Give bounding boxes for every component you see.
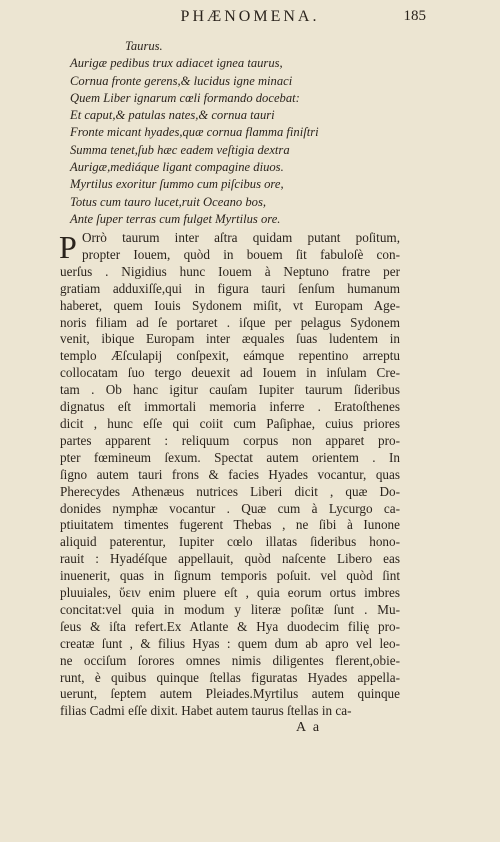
prose-line: haberet, quem Iouis Sydonem miſit, vt Europam Age-	[60, 297, 400, 313]
prose-line: uerſus . Nigidius hunc Iouem à Neptuno fratre per	[60, 263, 400, 279]
prose-line: aliquid paterentur, Iupiter cœlo illatas ſideribus hono-	[60, 534, 400, 550]
prose-line: Orrò taurum inter aſtra quidam putant poſitum,	[82, 230, 400, 245]
prose-line: rauit : Hyadéſque appellauit, quòd naſcente Libero eas	[60, 551, 400, 567]
prose-line: ſigno autem tauri frons & facies Hyades vocantur, quas	[60, 466, 400, 482]
prose-line: concitat:vel quia in modum y literæ poſitæ ſunt . Mu-	[60, 601, 400, 617]
prose-line: noris filiam ad ſe portaret . iſque per pelagus Sydonem	[60, 314, 400, 330]
poem-line: Cornua fronte gerens,& lucidus igne minaci	[70, 73, 293, 88]
prose-line: dicit , hunc eſſe qui coiit cum Paſiphae, cuius priores	[60, 415, 400, 431]
poem-line: Totus cum tauro lucet,ruit Oceano bos,	[70, 194, 267, 209]
prose-line: tam . Ob hanc igitur cauſam Iupiter taurum ſideribus	[60, 382, 400, 398]
poem-line: Ante ſuper terras cum fulget Myrtilus ore.	[70, 211, 281, 226]
prose-line: runt, è quibus quinque ſtellas figuratas Hyades appella-	[60, 669, 400, 685]
prose-line: creatæ ſunt , & filius Hyas : quem dum ab apro vel leo-	[60, 635, 400, 651]
poem-block	[70, 38, 400, 228]
page-number: 185	[403, 8, 426, 24]
prose-line: venit, ibique Europam inter æquales ſuas ludentem in	[60, 331, 400, 347]
prose-block	[60, 230, 400, 720]
prose-line: ptiuitatem timentes fugerent Thebas , ne ſibi à Iunone	[60, 517, 400, 533]
prose-line: ſeus & iſta refert.Ex Atlante & Hya duodecim filię pro-	[60, 618, 400, 634]
prose-line: partes apparent : reliquum corpus non apparet pro-	[60, 432, 400, 448]
poem-line: Summa tenet,ſub hæc eadem veſtigia dextra	[70, 142, 290, 157]
prose-line: dignatus eſt immortali memoria inferre . Eratoſthenes	[60, 399, 400, 415]
poem-line: Quem Liber ignarum cœli formando docebat:	[70, 90, 300, 105]
prose-line: pluuiales, ὕειν enim pluere eſt , quia eorum ortus imbres	[60, 585, 400, 601]
prose-line: Pherecydes Athenæus nutrices Liberi dicit , quæ Do-	[60, 483, 400, 499]
prose-line: propter Iouem, quòd in bouem ſit fabuloſè con-	[82, 246, 400, 262]
prose-line: filias Cadmi eſſe dixit. Habet autem taurus ſtellas in ca-	[60, 703, 352, 719]
poem-line: Aurigæ pedibus trux adiacet ignea taurus,	[70, 56, 283, 71]
prose-line: ne occiſum ſorores omnes nimis diligentes flerent,obie-	[60, 652, 400, 668]
prose-line: uerunt, ſeptem autem Pleiades.Myrtilus autem quinque	[60, 686, 400, 702]
prose-line: pter fœmineum ſexum. Spectat autem orientem . In	[60, 449, 400, 465]
running-head	[0, 4, 500, 30]
catchword: A a	[296, 720, 322, 735]
poem-line: Et caput,& patulas nates,& cornua tauri	[70, 108, 275, 123]
poem-line: Myrtilus exoritur ſummo cum piſcibus ore,	[70, 177, 284, 192]
poem-title: Taurus.	[125, 39, 163, 53]
poem-line: Fronte micant hyades,quæ cornua flamma finiſtri	[70, 125, 319, 140]
drop-cap: P	[59, 229, 77, 265]
prose-lines	[60, 230, 400, 720]
prose-line: inuenerit, quas in ſignum temporis poſuit. vel quòd ſint	[60, 568, 400, 584]
prose-line: collocatam ſuo tergo deuexit ad Iouem in inſulam Cre-	[60, 365, 400, 381]
poem-line: Aurigæ,mediáque ligant compagine diuos.	[70, 160, 284, 175]
prose-line: templo Æſculapij conſpexit, eámque repentino arreptu	[60, 348, 400, 364]
prose-line: donides nymphæ vocantur . Quæ cum à Lycurgo ca-	[60, 500, 400, 516]
running-head-title: PHÆNOMENA.	[180, 8, 320, 25]
prose-line: gratiam adduxiſſe,qui in figura tauri ſenſum humanum	[60, 280, 400, 296]
poem-lines	[70, 55, 400, 228]
